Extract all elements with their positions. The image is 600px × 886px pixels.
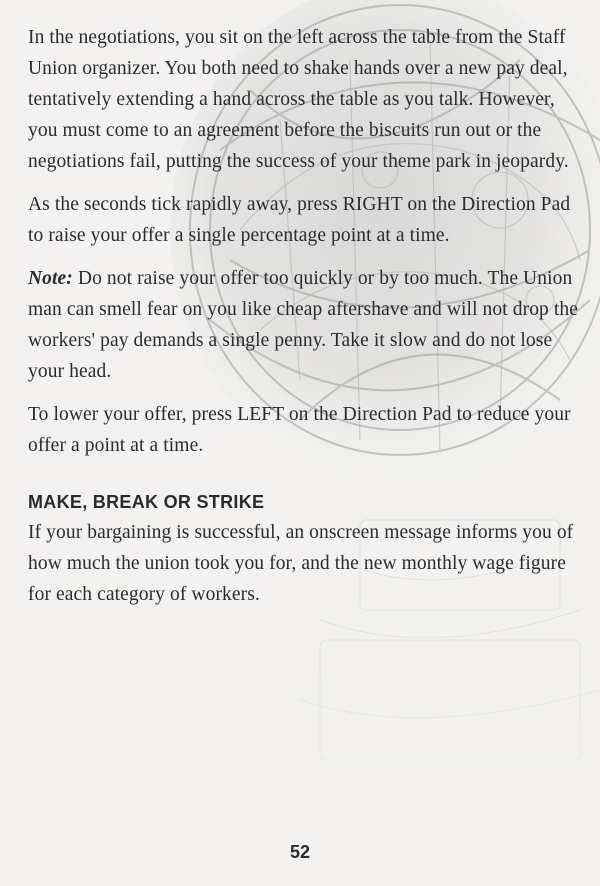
paragraph-success: If your bargaining is successful, an onscreen message informs you of how much the union took you for, and the new monthly wage figure for each category of workers. <box>28 522 574 605</box>
page-number: 52 <box>289 842 311 862</box>
note-text: Do not raise your offer too quickly or by too much. The Union man can smell fear on you like cheap aftershave and will not drop the workers' pay demands a single penny. Take it slow and do not lose your head. <box>28 268 578 382</box>
paragraph-negotiations: In the negotiations, you sit on the left across the table from the Staff Union organizer. You both need to shake hands over a new pay deal, tentatively extending a hand across the table as you talk. However, you must come to an agreement before the biscuits run out or the negotiations fail, putting the success of your theme park in jeopardy. <box>28 27 569 172</box>
note-label: Note: <box>28 268 73 289</box>
page-body <box>28 22 588 610</box>
paragraph-lower-offer: To lower your offer, press LEFT on the Direction Pad to reduce your offer a point at a time. <box>28 404 571 456</box>
paragraph-raise-offer: As the seconds tick rapidly away, press RIGHT on the Direction Pad to raise your offer a single percentage point at a time. <box>28 194 571 246</box>
section-heading: MAKE, BREAK OR STRIKE <box>28 492 265 512</box>
paragraph-note <box>28 263 588 387</box>
